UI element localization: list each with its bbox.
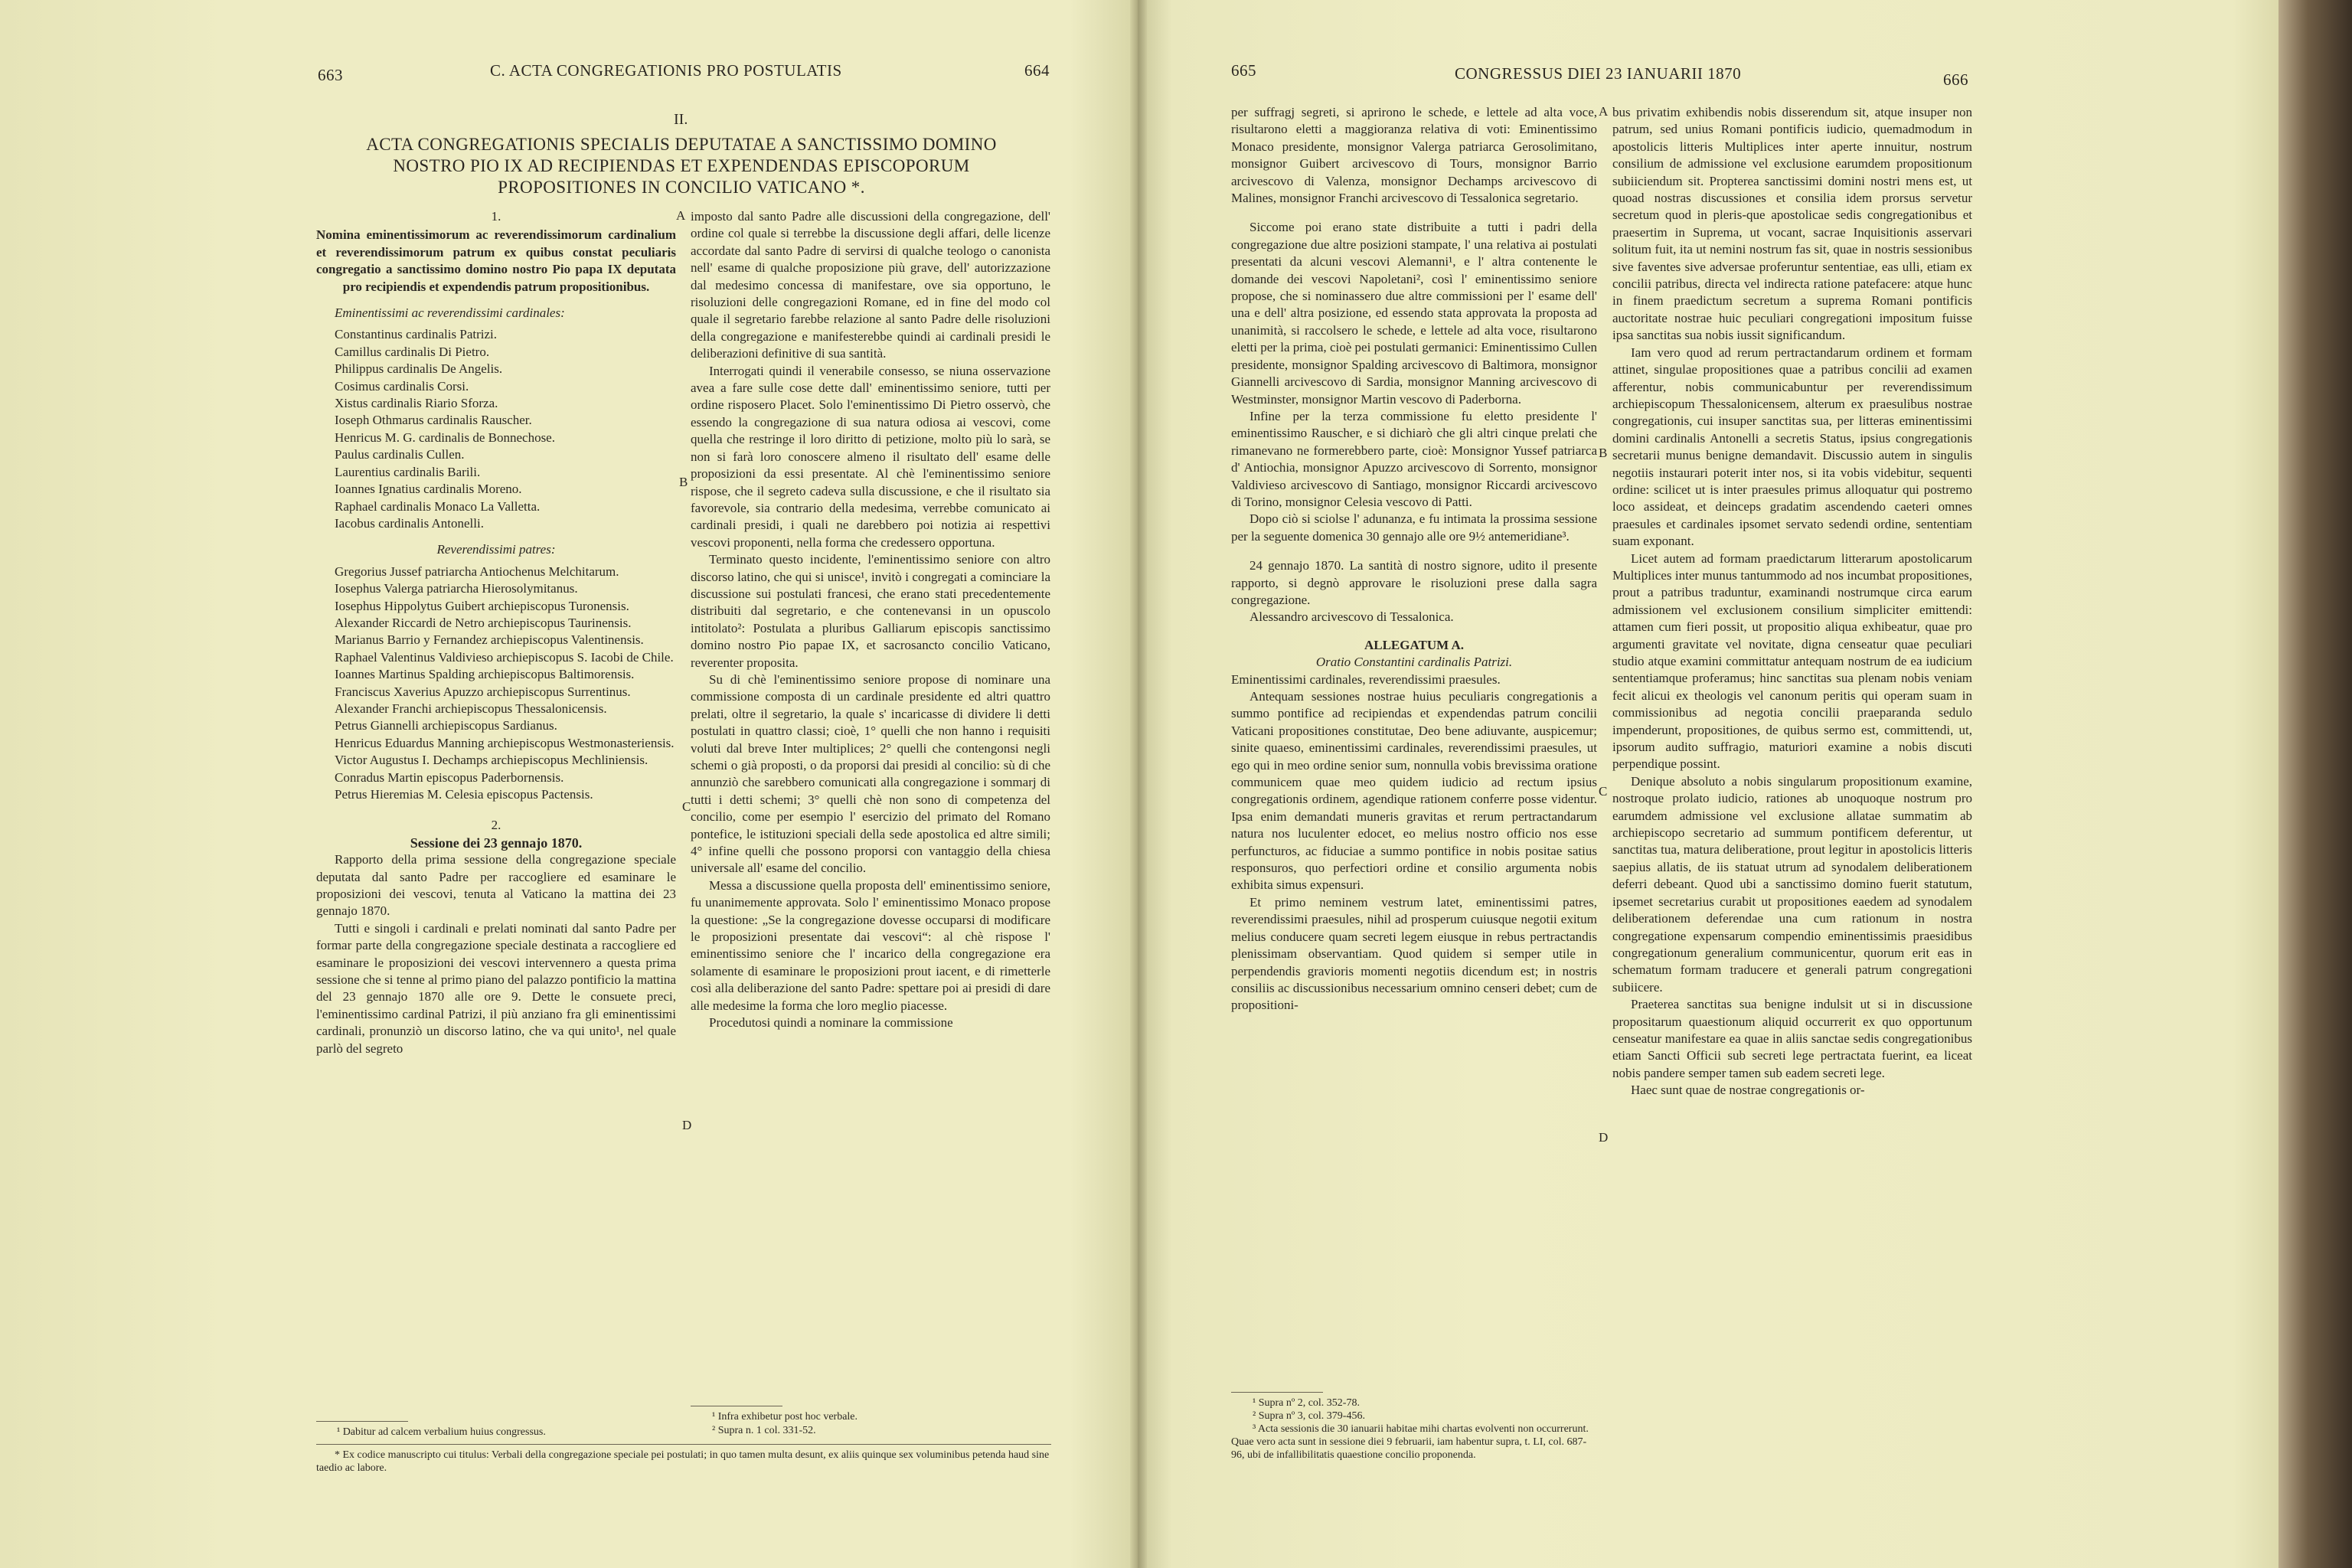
list-item: Marianus Barrio y Fernandez archiepiscopus Valentinensis. [335, 632, 644, 648]
margin-marker-a: A [1599, 104, 1609, 119]
footnote-left-col1: ¹ Dabitur ad calcem verbalium huius congressus. [337, 1426, 546, 1438]
running-head-right: CONGRESSUS DIEI 23 IANUARII 1870 [1455, 64, 1742, 83]
list-item: Gregorius Jussef patriarcha Antiochenus Melchitarum. [335, 564, 619, 579]
paragraph: Haec sunt quae de nostrae congregationis or- [1631, 1083, 1865, 1098]
paragraph: per suffragj segreti, si aprirono le schede, e lettele ad alta voce, risultarono eletti a maggioranza relativa di voti: Eminentissimo Monaco presidente, monsignor Valerga patriarca Gerosolimitano, monsignor Guibert arcivescovo di Tours, monsignor Barrio arcivescovo di Valenza, monsignor Dechamps arcivescovo di Malines, monsignor Franchi arcivescovo di Tessalonica segretario. [1231, 105, 1597, 206]
page-number-664: 664 [1024, 61, 1050, 80]
paragraph: Praeterea sanctitas sua benigne indulsit ut si in discussione propositarum quaestionum aliquid occurrerit ex quo opportunum censeatur manifestare ea quae in aliis sanctae sedis congregationibus etiam Sancti Officii sub secreti lege pertractata fuerint, ea liceat nobis pandere semper tamen sub eadem secreti lege. [1612, 997, 1972, 1080]
footnote-rule [1231, 1392, 1323, 1393]
bottom-footnote: * Ex codice manuscripto cui titulus: Verbali della congregazione speciale pei postulati; in quo tamen multa desunt, ex aliis quinque sex voluminibus petenda haud sine taedio ac labore. [316, 1449, 1050, 1474]
book-page-edges [2278, 0, 2352, 1568]
margin-marker-c: C [1599, 784, 1608, 799]
item-number-2: 2. [491, 818, 501, 833]
list-item: Alexander Franchi archiepiscopus Thessalonicensis. [335, 701, 607, 716]
list-item: Victor Augustus I. Dechamps archiepiscopus Mechliniensis. [335, 753, 648, 768]
page-number-665: 665 [1231, 61, 1256, 80]
list-item: Petrus Hieremias M. Celesia episcopus Pactensis. [335, 787, 593, 802]
list-item: Xistus cardinalis Riario Sforza. [335, 396, 498, 411]
list-item: Raphael Valentinus Valdivieso archiepiscopus S. Iacobi de Chile. [335, 649, 674, 665]
paragraph: bus privatim exhibendis nobis disserendum sit, atque insuper non patrum, sed unius Romani pontificis iudicio, quemadmodum in apostolicis litteris Multiplices inter aperte innuitur, nostrum consilium de admissione vel exclusione earumdem propositionum subiiciendum sit. Propterea sanctissimi domini nostri mens est, ut quoad nostras discussiones et consilia idem prorsus servetur secretum quod in pleris-que apostolicae sedis congregationibus et praesertim in Suprema, ut vocant, sacrae Inquisitionis asservari solitum fuit, ita ut nemini nostrum fas sit, quae in nostris sessionibus sive faventes sive adversae proferuntur sententiae, eas ulli, etiam ex concilii patribus, directa vel indirecta ratione patefacere: atque hunc in finem praedictum secretum a suprema Romani pontificis auctoritate nostrae huic peculiari congregationi impositum fuisse ipsa sanctitas sua nobis iussit significandum. [1612, 105, 1972, 343]
footnote-left-col2-2: ² Supra n. 1 col. 331-52. [712, 1425, 816, 1436]
margin-marker-d: D [1599, 1130, 1609, 1145]
patres-list [316, 564, 676, 804]
left-column-1 [316, 208, 676, 1057]
footnote-rule [316, 1421, 408, 1422]
salutation: Eminentissimi cardinales, reverendissimi praesules. [1231, 671, 1501, 687]
list-item: Constantinus cardinalis Patrizi. [335, 327, 497, 342]
left-column-2 [691, 208, 1050, 1032]
cardinals-list [316, 326, 676, 532]
paragraph: Interrogati quindi il venerabile consesso, se niuna osservazione avea a fare sulle cose dette dall' eminentissimo seniore, tutti per ordine risposero Placet. Solo l'eminentissimo Di Pietro osservò, che essendo la congregazione di sua natura odiosa ai vescovi, come quella che restringe il loro diritto di petizione, molto più lo sarà, se non si farà loro conoscere almeno il risultato dell' esame delle proposizioni da essi presentate. Al chè l'eminentissimo seniore rispose, che il segreto cadeva sulla discussione, e che il risultato sia favorevole, sia contrario della medesima, verrebbe comunicato ai cardinali presidi, i quali ne darebbero poi notizia ai respettivi vescovi proponenti, nella forma che credessero opportuna. [691, 363, 1050, 550]
session-heading: Sessione dei 23 gennajo 1870. [410, 835, 583, 851]
paragraph: Siccome poi erano state distribuite a tutti i padri della congregazione due altre posizioni stampate, l' una relativa ai postulati presentati da alcuni vescovi Alemanni¹, e l' altra contenente le domande dei vescovi Napoletani², così l' eminentissimo seniore propose, che si nominassero due altre commissioni per l' esame dell' una e dell' altra posizione, ed essendo stata approvata la proposta ad unanimità, si raccolsero le schede, e lettele ad alta voce, risultarono eletti per la prima, cioè pei postulati germanici: Eminentissimo Cullen presidente, monsignor Spalding arcivescovo di Baltimora, monsignor Giannelli arcivescovo di Sardia, monsignor Manning arcivescovo di Westminster, monsignor Martin vescovo di Paderborna. [1231, 220, 1597, 407]
main-title: ACTA CONGREGATIONIS SPECIALIS DEPUTATAE A SANCTISSIMO DOMINO NOSTRO PIO IX AD RECIPIENDAS ET EXPENDENDAS EPISCOPORUM PROPOSITIONES IN CONCILIO VATICANO *. [366, 135, 997, 197]
right-column-1 [1231, 104, 1597, 1014]
congregation-heading: Nomina eminentissimorum ac reverendissimorum cardinalium et reverendissimorum patrum ex quibus constat peculiaris congregatio a sanctissimo domino nostro Pio papa IX deputata pro recipiendis et expendendis patrum propositionibus. [316, 227, 676, 294]
margin-marker-a: A [676, 208, 686, 223]
signature: Alessandro arcivescovo di Tessalonica. [1250, 609, 1454, 625]
footnote-rule-bottom [316, 1444, 1051, 1445]
paragraph: Licet autem ad formam praedictarum litterarum apostolicarum Multiplices inter munus tantummodo ad nos incumbat propositiones, prout a patribus traduntur, examinandi nostrumque circa earum admissionem vel exclusionem consilium simpliciter emittendi: attamen cum fieri possit, ut propositio aliqua exhibeatur, quae pro argumenti gravitate vel novitate, digna censeatur quae peculiari studio atque examini committatur antequam nostrum de ea iudicium sententiamque proferamus; hinc sanctitas sua plenam nobis veniam fecit alicui ex theologis vel canonum peritis qui operam suam in commissionibus ad negotia concilii praeparanda sedulo impenderunt, propositiones, de quibus sermo est, committendi, ut, ipsorum audito suffragio, maturiori examine a nobis discuti perpendique possint. [1612, 550, 1972, 772]
oratio-heading: Oratio Constantini cardinalis Patrizi. [1315, 655, 1513, 670]
paragraph: 24 gennajo 1870. La santità di nostro signore, udito il presente rapporto, si degnò approvare le risoluzioni prese dalla sagra congregazione. [1231, 558, 1597, 607]
list-item: Franciscus Xaverius Apuzzo archiepiscopus Surrentinus. [335, 684, 631, 699]
page-number-663: 663 [318, 66, 343, 84]
list-item: Iosephus Hippolytus Guibert archiepiscopus Turonensis. [335, 598, 629, 613]
margin-marker-b: B [1599, 446, 1608, 460]
list-item: Paulus cardinalis Cullen. [335, 447, 465, 462]
list-item: Philippus cardinalis De Angelis. [335, 361, 503, 377]
paragraph: Messa a discussione quella proposta dell' eminentissimo seniore, fu unanimemente approvata. Solo l' eminentissimo Monaco propose la questione: „Se la congregazione dovesse occuparsi di modificare le proposizioni presentate dai vescovi“: al chè rispose l' eminentissimo seniore che l' incarico della congregazione era solamente di esaminare le proposizioni prout iacent, e di rimetterle così alla deliberazione del santo Padre: spettare poi ai presidi di dare alle medesime la forma che loro meglio piacesse. [691, 877, 1050, 1013]
margin-marker-d: D [682, 1118, 692, 1132]
list-item: Iacobus cardinalis Antonelli. [335, 515, 484, 531]
session-paragraph-1: Rapporto della prima sessione della congregazione speciale deputata dal santo Padre per raccogliere ed esaminare le proposizioni dei vescovi, tenuta al Vaticano la mattina dei 23 gennajo 1870. [316, 852, 676, 919]
footnote-right-3: ³ Acta sessionis die 30 ianuarii habitae mihi chartas evolventi non occurrerunt. Quae vero acta sunt in sessione diei 9 februarii, iam habentur supra, t. LI, col. 687-96, ubi de infallibilitatis quaestione concilio proponenda. [1231, 1423, 1589, 1461]
margin-marker-c: C [682, 799, 691, 814]
footnote-right-1: ¹ Supra nº 2, col. 352-78. [1253, 1397, 1360, 1409]
list-item: Cosimus cardinalis Corsi. [335, 378, 469, 394]
paragraph: Antequam sessiones nostrae huius peculiaris congregationis a summo pontifice ad recipiendas et expendendas patrum concilii Vaticani propositiones constitutae, Deo bene adiuvante, auspicemur; sinite quaeso, eminentissimi cardinales, reverendissimi praesules, ut ego qui in meo ordine senior sum, nonnulla vobis brevissima oratione communicem quae meo quidem iudicio ad rectum ipsius congregationis ordinem, agendique rationem conferre posse videntur. Ipsa enim demandati muneris gravitas et rerum pertractandarum natura nos luculenter edocet, eo melius nostro officio nos esse perfuncturos, ac fiduciae a summo pontifice in nobis positae satius responsuros, quo perfectiori ordine et consilio argumenta nobis exhibita simus expensuri. [1231, 689, 1597, 893]
list-item: Henricus Eduardus Manning archiepiscopus Westmonasteriensis. [335, 735, 675, 750]
paragraph: Et primo neminem vestrum latet, eminentissimi patres, reverendissimi praesules, nihil ad prosperum cuiusque negotii exitum melius conducere quam secreti legem eiusque in rebus pertractandis plenissimam observantiam. Quod quidem si semper utile in perpendendis gravioris momenti negotiis dicendum est; in nostris consiliis ac discussionibus necessarium omnino censeri debet; cum de propositioni- [1231, 894, 1597, 1013]
paragraph: Terminato questo incidente, l'eminentissimo seniore con altro discorso latino, che qui si unisce¹, invitò i congregati a cominciare la discussione sui postulati francesi, che erano stati precedentemente distribuiti dal segretario, e che contenevansi in un opuscolo intitolato²: Postulata a pluribus Galliarum episcopis sanctissimo domino nostro Pio papae IX, et sacrosancto concilio Vaticano, reverenter proposita. [691, 552, 1050, 670]
footnote-left-col2-1: ¹ Infra exhibetur post hoc verbale. [712, 1411, 858, 1423]
paragraph: Dopo ciò si sciolse l' adunanza, e fu intimata la prossima sessione per la seguente domenica 30 gennajo alle ore 9½ antemeridiane³. [1231, 511, 1597, 544]
list-item: Petrus Giannelli archiepiscopus Sardianus. [335, 718, 557, 733]
list-item: Iosephus Valerga patriarcha Hierosolymitanus. [335, 581, 578, 596]
paragraph: imposto dal santo Padre alle discussioni della congregazione, dell' ordine col quale si terrebbe la discussione degli affari, delle licenze accordate dal santo Padre di servirsi di qualche teologo o canonista nell' esame di qualche proposizione più grave, dell' autorizzazione dal medesimo concessa di manifestare, ove sia opportuno, le risoluzioni delle congregazioni Romane, ed in fine del modo col quale il segretario farebbe relazione al santo Padre delle risoluzioni della congregazione e manifesterebbe quindi ai cardinali presidi le deliberazioni definitive di sua santità. [691, 209, 1050, 361]
list-item: Conradus Martin episcopus Paderbornensis. [335, 769, 564, 785]
section-number: II. [674, 111, 688, 128]
paragraph: Iam vero quod ad rerum pertractandarum ordinem et formam attinet, singulae propositiones quae a patribus concilii ad examen afferentur, nobis communicabuntur per reverendissimum archiepiscopum Thessalonicensem, alterum ex praesulibus nostrae congregationis, cui insuper sanctitas sua, per litteras eminentissimi domini cardinalis Antonelli a secretis Status, ipsius congregationis secretarii munus benigne demandavit. Discussio autem in singulis negotiis instaurari poterit inter nos, si ita vobis videbitur, sequenti ordine: scilicet ut is inter praesules primus alloquatur qui postremo loco assideat, et deinceps gradatim ascendendo caeteri omnes praesules et cardinales ipsomet servato sedendi ordine, sententiam suam exponant. [1612, 345, 1972, 549]
paragraph: Su di chè l'eminentissimo seniore propose di nominare una commissione composta di un cardinale presidente ed altri quattro prelati, oltre il segretario, la quale s' incaricasse di dividere li detti postulati in quattro classi; cioè, 1° quelli che non hanno i requisiti voluti dal breve Inter multiplices; 2° quelli che contengonsi negli schemi o già proposti, o da proporsi dai presidi al concilio: sù di che annunziò che sarebbero comunicati alla congregazione i sommarj di tutti i detti schemi; 3° quelli chè non sono di competenza del concilio, come per esempio l' esercizio del primato del Romano pontefice, le istituzioni speciali della sede apostolica ed altre simili; 4° infine quelli che possono proporsi con vantaggio della chiesa universale all' esame del concilio. [691, 671, 1050, 876]
running-head-left: C. ACTA CONGREGATIONIS PRO POSTULATIS [490, 61, 842, 80]
book-gutter [1130, 0, 1147, 1568]
list-item: Ioannes Martinus Spalding archiepiscopus Baltimorensis. [335, 667, 635, 682]
list-item: Raphael cardinalis Monaco La Valletta. [335, 498, 541, 514]
list-item: Laurentius cardinalis Barili. [335, 464, 481, 479]
list-item: Ioannes Ignatius cardinalis Moreno. [335, 482, 522, 497]
paragraph: Procedutosi quindi a nominare la commissione [709, 1015, 953, 1031]
paragraph: Infine per la terza commissione fu eletto presidente l' eminentissimo Rauscher, e si dichiarò che gli altri cinque prelati che rimanevano ne formerebbero parte, cioè: Monsignor Yussef patriarca d' Antiochia, monsignor Apuzzo arcivescovo di Sorrento, monsignor Valdivieso arcivescovo di Santiago, monsignor Riccardi arcivescovo di Torino, monsignor Celesia vescovo di Patti. [1231, 408, 1597, 509]
list-item: Camillus cardinalis Di Pietro. [335, 344, 490, 359]
page-number-666: 666 [1943, 70, 1968, 89]
paragraph: Denique absoluto a nobis singularum propositionum examine, nostroque prolato iudicio, rationes ab unoquoque nostrum pro earumdem admissione vel exclusione allatae summatim ab archiepiscopo secretario ad summum pontificem deferentur, ut sanctitas tua, matura deliberatione, prout legitur in apostolicis litteris saepius allatis, de iis statuat utrum ad synodalem deliberationem deferri debeant. Quod ubi a sanctissimo domino fuerit statutum, ipsemet secretarius curabit ut propositiones eaedem ad synodalem deliberationem deferendae una cum rationum in nostra congregatione expensarum compendio eminentissimis praesidibus congregationum generalium communicentur, quorum erit eas in schematum formam traducere et generali patrum congregationi subiicere. [1612, 773, 1972, 995]
allegatum-heading: ALLEGATUM A. [1364, 637, 1465, 652]
list-item: Henricus M. G. cardinalis de Bonnechose. [335, 430, 555, 445]
patres-label: Reverendissimi patres: [436, 542, 556, 557]
footnote-right-2: ² Supra nº 3, col. 379-456. [1253, 1410, 1365, 1422]
list-item: Ioseph Othmarus cardinalis Rauscher. [335, 413, 532, 428]
session-paragraph-2: Tutti e singoli i cardinali e prelati nominati dal santo Padre per formar parte della congregazione speciale destinata a raccogliere ed esaminare le proposizioni dei vescovi intervennero a questa prima sessione che si tenne al primo piano del palazzo pontificio la mattina del 23 gennajo 1870 alle ore 9. Dette le consuete preci, l'eminentissimo cardinal Patrizi, il più anziano fra gli eminentissimi cardinali, pronunziò un discorso latino, che va qui unito¹, nel quale parlò del segreto [316, 920, 676, 1056]
item-number-1: 1. [491, 209, 501, 224]
margin-marker-b: B [679, 475, 688, 489]
list-item: Alexander Riccardi de Netro archiepiscopus Taurinensis. [335, 615, 632, 630]
right-column-2 [1612, 104, 1972, 1099]
cardinals-label: Eminentissimi ac reverendissimi cardinales: [335, 305, 565, 321]
